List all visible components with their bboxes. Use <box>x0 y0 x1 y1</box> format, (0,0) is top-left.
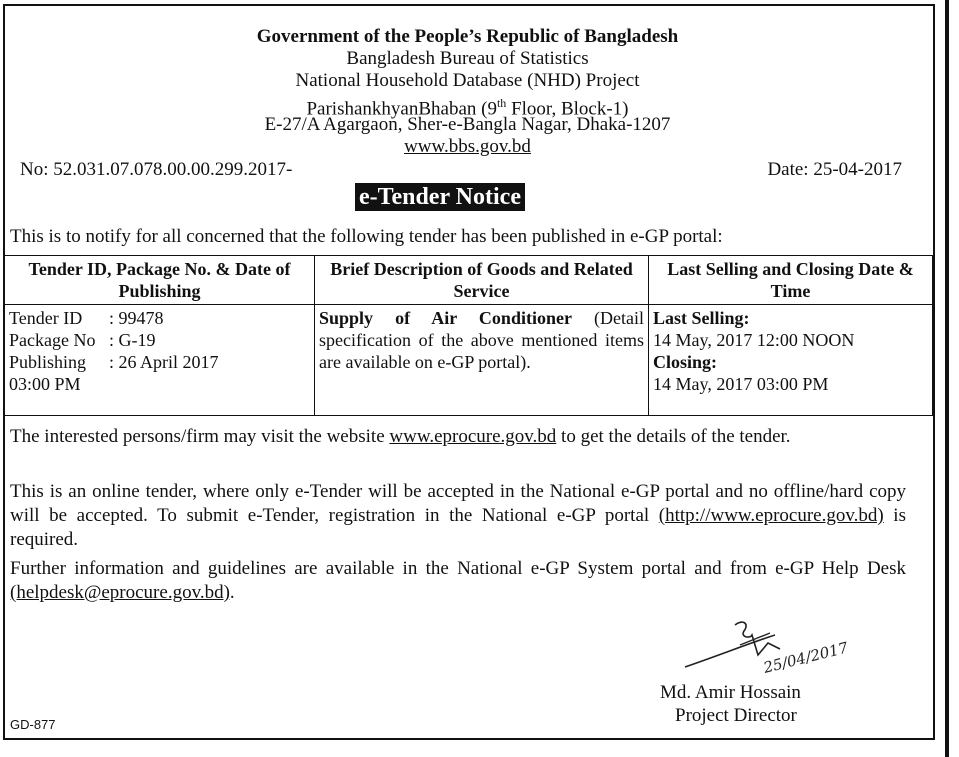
cell-dates <box>649 305 933 416</box>
description-item: Supply of Air Conditioner <box>319 308 572 328</box>
paragraph-helpdesk <box>10 557 906 605</box>
header-project: National Household Database (NHD) Project <box>295 70 640 91</box>
table-header-row <box>5 256 933 305</box>
paragraph-website <box>10 425 906 449</box>
publishing-value: : 26 April 2017 <box>109 352 219 372</box>
publishing-row <box>9 351 310 373</box>
publishing-label: Publishing <box>9 352 87 372</box>
cell-description <box>315 305 649 416</box>
last-selling-value: 14 May, 2017 12:00 NOON <box>653 330 855 350</box>
p2-text-end: is required. <box>10 505 906 550</box>
helpdesk-email-link[interactable]: (helpdesk@eprocure.gov.bd) <box>10 582 230 603</box>
notice-date: Date: 25-04-2017 <box>767 159 902 180</box>
p1-text-end: to get the details of the tender. <box>556 426 791 447</box>
header-building-post: Floor, Block-1) <box>506 98 629 120</box>
p2-text: This is an online tender, where only e-Tender will be accepted in the National e-GP portal and no offline/hard copy will be accepted. To submit e-Tender, registration in the National e-GP portal <box>10 481 906 526</box>
header-address: E-27/A Agargaon, Sher-e-Bangla Nagar, Dhaka-1207 <box>264 114 671 135</box>
package-value: : G-19 <box>109 330 156 350</box>
header-bureau: Bangladesh Bureau of Statistics <box>346 48 589 69</box>
p3-text: Further information and guidelines are available in the National e-GP System portal and from e-GP Help Desk <box>10 558 906 579</box>
notice-title: e-Tender Notice <box>355 183 525 211</box>
signature-date: 25/04/2017 <box>761 638 850 677</box>
tender-id-row <box>9 307 310 329</box>
package-label: Package No <box>9 330 96 350</box>
reference-number: No: 52.031.07.078.00.00.299.2017- <box>20 159 293 180</box>
closing-label: Closing: <box>653 352 718 372</box>
header-building-pre: ParishankhyanBhaban (9 <box>306 98 497 120</box>
header-title: Government of the People’s Republic of Bangladesh <box>256 26 679 47</box>
right-edge-border <box>945 0 949 757</box>
last-selling-label: Last Selling: <box>653 308 750 328</box>
signatory-name: Md. Amir Hossain <box>660 682 801 703</box>
eprocure-url-link[interactable]: (http://www.eprocure.gov.bd) <box>658 505 884 526</box>
signature-image <box>680 615 880 685</box>
intro-text: This is to notify for all concerned that the following tender has been published in e-GP portal: <box>10 226 723 247</box>
package-row <box>9 329 310 351</box>
document-code: GD-877 <box>10 717 56 732</box>
header-building-sup: th <box>496 96 507 110</box>
table-row <box>5 305 933 416</box>
col-header-tender-id: Tender ID, Package No. & Date of Publishing <box>5 256 315 305</box>
col-header-description: Brief Description of Goods and Related Service <box>315 256 649 305</box>
eprocure-link[interactable]: www.eprocure.gov.bd <box>389 426 557 447</box>
p1-text: The interested persons/firm may visit the website <box>10 426 390 447</box>
tender-id-label: Tender ID <box>9 308 83 328</box>
p3-text-end: . <box>229 582 235 603</box>
tender-table <box>4 255 933 416</box>
paragraph-online-tender <box>10 480 906 552</box>
header-website-link[interactable]: www.bbs.gov.bd <box>404 136 531 157</box>
description-detail: (Detail specification of the above mentioned items are available on e-GP portal). <box>319 308 644 372</box>
signatory-title: Project Director <box>675 705 797 726</box>
cell-tender-info <box>5 305 315 416</box>
tender-id-value: : 99478 <box>109 308 164 328</box>
col-header-dates: Last Selling and Closing Date & Time <box>649 256 933 305</box>
closing-value: 14 May, 2017 03:00 PM <box>653 374 829 394</box>
publishing-time: 03:00 PM <box>9 374 81 394</box>
